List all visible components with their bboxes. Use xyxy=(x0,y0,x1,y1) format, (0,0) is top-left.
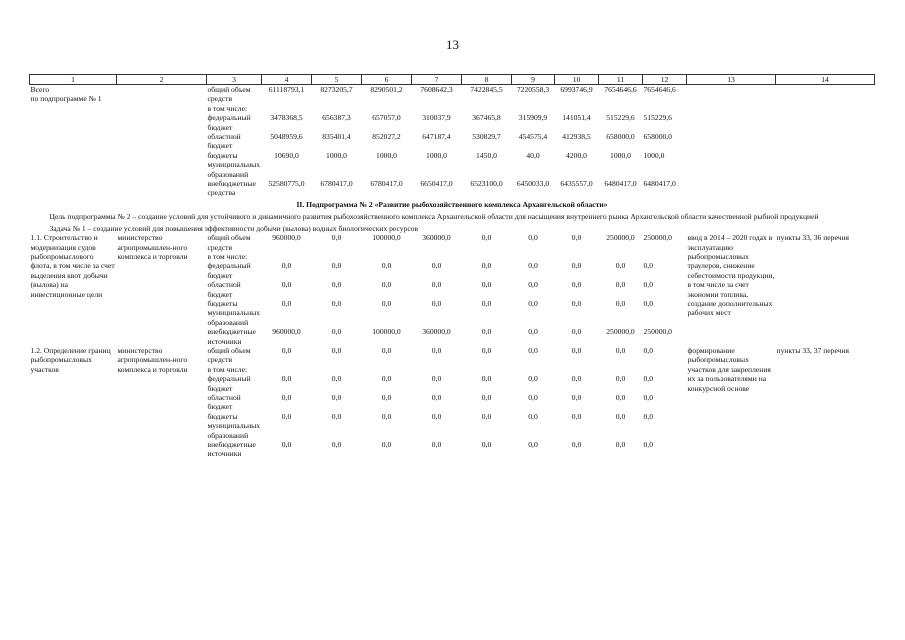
amount-cell: 0,0 xyxy=(481,261,492,271)
amount-cell: 0,0 xyxy=(331,411,342,421)
amount-cell: 0,0 xyxy=(615,440,626,450)
column-number-cell: 13 xyxy=(687,75,776,85)
amount-cell: 367465,8 xyxy=(472,113,501,123)
amount-cell: 0,0 xyxy=(381,298,392,308)
amount-cell: 141051,4 xyxy=(562,113,591,123)
amount-cell xyxy=(262,252,312,261)
amount-cell: 454575,4 xyxy=(518,132,548,142)
amount-cell: 315909,9 xyxy=(518,113,548,123)
amount-cell: 0,0 xyxy=(528,233,538,243)
amount-cell: 7220558,3 xyxy=(516,85,550,94)
amount-cell: 0,0 xyxy=(281,345,292,355)
funding-table xyxy=(29,74,875,459)
amount-cell: 0,0 xyxy=(643,374,653,384)
amount-cell xyxy=(412,365,462,374)
amount-cell xyxy=(412,104,462,113)
amount-cell: 0,0 xyxy=(643,298,653,308)
column-number-cell: 1 xyxy=(30,75,117,85)
column-number-row xyxy=(30,75,875,85)
amount-cell: 7654646,6 xyxy=(604,85,637,94)
measure-name-cell: 1.1. Строительство и модернизация судов рыбопромыслового флота, в том числе за счет выделения квот добычи (вылова) на инвестиционные цели xyxy=(30,233,115,299)
amount-cell xyxy=(262,365,312,374)
amount-cell: 657057,0 xyxy=(372,113,401,123)
amount-cell: 0,0 xyxy=(481,374,492,384)
amount-cell: 6993746,9 xyxy=(560,85,593,94)
amount-cell: 0,0 xyxy=(381,411,392,421)
funding-source-cell: федеральный бюджет xyxy=(207,261,251,280)
funding-source-cell: федеральный бюджет xyxy=(207,374,251,393)
amount-cell: 0,0 xyxy=(331,393,342,402)
amount-cell: 0,0 xyxy=(615,280,626,290)
subprogram-title: II. Подпрограмма № 2 «Развитие рыбохозяйственного комплекса Архангельской области» xyxy=(296,199,608,209)
amount-cell: 250000,0 xyxy=(606,233,635,243)
amount-cell: 1000,0 xyxy=(610,150,631,160)
amount-cell xyxy=(643,365,687,374)
amount-cell: 100000,0 xyxy=(372,327,401,337)
amount-cell: 960000,0 xyxy=(272,327,301,337)
amount-cell: 0,0 xyxy=(281,393,292,402)
amount-cell xyxy=(362,365,412,374)
amount-cell: 0,0 xyxy=(481,233,492,243)
column-number-cell: 5 xyxy=(312,75,362,85)
amount-cell: 7608642,3 xyxy=(420,85,453,94)
funding-source-cell: внебюджетные источники xyxy=(207,327,256,346)
measure-row xyxy=(30,233,875,252)
amount-cell: 0,0 xyxy=(331,327,342,337)
amount-cell: 0,0 xyxy=(431,298,442,308)
amount-cell: 647187,4 xyxy=(422,132,451,142)
funding-source-cell: областной бюджет xyxy=(207,393,241,412)
amount-cell: 6780417,0 xyxy=(370,179,403,189)
amount-cell xyxy=(599,252,643,261)
amount-cell xyxy=(512,104,555,113)
amount-cell: 61118793,1 xyxy=(268,85,305,94)
column-number-cell: 10 xyxy=(555,75,599,85)
column-number-cell: 8 xyxy=(462,75,512,85)
executor-cell: министерство агропромышлен-ного комплекса и торговли xyxy=(117,345,188,374)
amount-cell: 0,0 xyxy=(431,393,442,402)
measure-row xyxy=(30,346,875,365)
amount-cell: 0,0 xyxy=(481,393,492,402)
amount-cell: 0,0 xyxy=(643,440,653,450)
amount-cell: 0,0 xyxy=(528,440,538,450)
measure-name-cell: 1.2. Определение границ рыбопромысловых участков xyxy=(30,345,111,374)
amount-cell: 0,0 xyxy=(643,345,653,355)
amount-cell xyxy=(599,104,643,113)
page-number: 13 xyxy=(446,37,459,52)
amount-cell xyxy=(512,252,555,261)
amount-cell: 656387,3 xyxy=(322,113,351,123)
amount-cell: 0,0 xyxy=(481,345,492,355)
amount-cell xyxy=(555,252,599,261)
funding-source-cell: внебюджетные средства xyxy=(207,179,256,198)
amount-cell: 6450033,0 xyxy=(516,179,550,189)
amount-cell: 0,0 xyxy=(571,393,582,402)
total-title-cell: Всего по подпрограмме № 1 xyxy=(30,85,102,104)
funding-source-cell: областной бюджет xyxy=(207,280,241,299)
funding-source-cell: бюджеты муниципальных образований xyxy=(207,298,261,327)
amount-cell: 4200,0 xyxy=(566,150,587,160)
amount-cell: 0,0 xyxy=(643,261,653,271)
amount-cell: 0,0 xyxy=(615,261,626,271)
amount-cell: 0,0 xyxy=(481,440,492,450)
column-number-cell: 14 xyxy=(776,75,875,85)
result-cell xyxy=(687,85,776,198)
subprogram-title-row xyxy=(30,198,875,209)
link-cell xyxy=(776,85,875,198)
subprogram-goal-row xyxy=(30,209,875,221)
amount-cell xyxy=(362,104,412,113)
amount-cell: 0,0 xyxy=(643,411,653,421)
amount-cell xyxy=(312,252,362,261)
amount-cell: 960000,0 xyxy=(272,233,301,243)
amount-cell: 530829,7 xyxy=(472,132,501,142)
amount-cell: 412938,5 xyxy=(562,132,591,142)
total-row xyxy=(30,85,875,104)
funding-source-cell: внебюджетные источники xyxy=(207,440,256,459)
result-cell: ввод в 2014 – 2020 годах в эксплуатацию рыбопромысловых траулеров, снижение себестоимости продукции, в том числе за счет экономии топлива, создание дополнительных рабочих мест xyxy=(687,233,775,318)
amount-cell: 0,0 xyxy=(571,298,582,308)
amount-cell: 515229,6 xyxy=(606,113,635,123)
amount-cell: 0,0 xyxy=(381,280,392,290)
amount-cell xyxy=(643,104,687,113)
funding-source-cell: общий объем средств xyxy=(207,345,251,365)
amount-cell: 0,0 xyxy=(615,393,626,402)
column-number-cell: 4 xyxy=(262,75,312,85)
amount-cell: 0,0 xyxy=(481,411,492,421)
amount-cell: 0,0 xyxy=(571,233,582,243)
funding-source-cell: бюджеты муниципальных образований xyxy=(207,411,261,440)
amount-cell: 0,0 xyxy=(331,345,342,355)
amount-cell: 250000,0 xyxy=(643,233,672,243)
amount-cell: 0,0 xyxy=(281,440,292,450)
amount-cell: 0,0 xyxy=(281,374,292,384)
task-title: Задача № 1 – создание условий для повышения эффективности добычи (вылова) водных биологических ресурсов xyxy=(49,223,419,233)
amount-cell: 0,0 xyxy=(571,345,582,355)
amount-cell xyxy=(643,252,687,261)
amount-cell: 5048959,6 xyxy=(270,132,303,142)
amount-cell: 0,0 xyxy=(615,374,626,384)
amount-cell: 0,0 xyxy=(331,440,342,450)
amount-cell: 52580775,0 xyxy=(268,179,305,189)
amount-cell: 6523100,0 xyxy=(470,179,503,189)
amount-cell: 3478368,5 xyxy=(270,113,303,123)
amount-cell xyxy=(555,104,599,113)
amount-cell: 0,0 xyxy=(528,261,538,271)
funding-source-cell: в том числе: xyxy=(207,364,248,374)
amount-cell: 658000,0 xyxy=(643,132,672,142)
amount-cell: 0,0 xyxy=(571,327,582,337)
executor-cell: министерство агропромышлен-ного комплекса и торговли xyxy=(117,233,188,261)
amount-cell: 0,0 xyxy=(281,411,292,421)
amount-cell: 1000,0 xyxy=(426,150,447,160)
amount-cell: 0,0 xyxy=(381,261,392,271)
amount-cell: 0,0 xyxy=(431,280,442,290)
amount-cell: 0,0 xyxy=(331,233,342,243)
amount-cell: 658000,0 xyxy=(606,132,635,142)
amount-cell xyxy=(362,252,412,261)
amount-cell: 0,0 xyxy=(331,261,342,271)
amount-cell: 0,0 xyxy=(381,374,392,384)
amount-cell: 0,0 xyxy=(643,280,653,290)
amount-cell xyxy=(312,365,362,374)
amount-cell: 8290501,2 xyxy=(370,85,403,94)
amount-cell: 10690,0 xyxy=(274,150,299,160)
amount-cell: 0,0 xyxy=(528,345,538,355)
amount-cell xyxy=(512,365,555,374)
amount-cell: 360000,0 xyxy=(422,233,451,243)
amount-cell: 0,0 xyxy=(331,280,342,290)
amount-cell: 0,0 xyxy=(571,440,582,450)
amount-cell: 0,0 xyxy=(528,374,538,384)
column-number-cell: 2 xyxy=(117,75,207,85)
amount-cell xyxy=(312,104,362,113)
amount-cell xyxy=(462,252,512,261)
amount-cell: 40,0 xyxy=(526,150,540,160)
amount-cell: 1450,0 xyxy=(476,150,497,160)
funding-source-cell: федеральный бюджет xyxy=(207,113,251,132)
amount-cell: 100000,0 xyxy=(372,233,401,243)
amount-cell: 852027,2 xyxy=(372,132,401,142)
amount-cell: 0,0 xyxy=(281,261,292,271)
amount-cell xyxy=(462,365,512,374)
result-cell: формирование рыбопромысловых участков для закрепления их за пользователями на конкурсной основе xyxy=(687,345,771,393)
link-cell: пункты 33, 37 перечня xyxy=(776,345,850,355)
amount-cell: 0,0 xyxy=(381,440,392,450)
amount-cell: 1000,0 xyxy=(643,150,665,160)
amount-cell: 0,0 xyxy=(281,280,292,290)
funding-source-cell: в том числе: xyxy=(207,103,248,113)
amount-cell: 0,0 xyxy=(331,374,342,384)
amount-cell: 360000,0 xyxy=(422,327,451,337)
amount-cell: 0,0 xyxy=(481,280,492,290)
subprogram-goal: Цель подпрограммы № 2 – создание условий для устойчивого и динамичного развития рыбохозяйственного комплекса Архангельской области для насыщения внутреннего рынка Архангельской области качественной рыбной продукцией xyxy=(49,212,819,222)
amount-cell: 310037,9 xyxy=(422,113,451,123)
amount-cell xyxy=(412,252,462,261)
amount-cell: 0,0 xyxy=(528,298,538,308)
amount-cell xyxy=(555,365,599,374)
funding-source-cell: общий объем средств xyxy=(207,233,251,252)
column-number-cell: 11 xyxy=(599,75,643,85)
amount-cell: 0,0 xyxy=(571,261,582,271)
amount-cell: 7654646,6 xyxy=(643,85,676,94)
amount-cell: 1000,0 xyxy=(376,150,397,160)
amount-cell: 0,0 xyxy=(528,411,538,421)
amount-cell: 0,0 xyxy=(381,393,392,402)
amount-cell: 6435557,0 xyxy=(560,179,593,189)
amount-cell: 0,0 xyxy=(571,280,582,290)
amount-cell xyxy=(599,365,643,374)
amount-cell: 0,0 xyxy=(615,345,626,355)
funding-source-cell: общий объем средств xyxy=(207,85,251,104)
amount-cell: 0,0 xyxy=(281,298,292,308)
amount-cell: 0,0 xyxy=(381,345,392,355)
amount-cell: 6480417,0 xyxy=(604,179,637,189)
column-number-cell: 9 xyxy=(512,75,555,85)
column-number-cell: 3 xyxy=(207,75,262,85)
amount-cell xyxy=(462,104,512,113)
amount-cell: 0,0 xyxy=(528,280,538,290)
amount-cell: 0,0 xyxy=(331,298,342,308)
amount-cell: 0,0 xyxy=(643,393,653,402)
amount-cell: 0,0 xyxy=(571,374,582,384)
amount-cell: 0,0 xyxy=(431,261,442,271)
funding-source-cell: бюджеты муниципальных образований xyxy=(207,150,261,179)
amount-cell: 0,0 xyxy=(481,298,492,308)
amount-cell: 250000,0 xyxy=(606,327,635,337)
amount-cell: 1000,0 xyxy=(326,150,347,160)
amount-cell: 0,0 xyxy=(431,411,442,421)
executor-cell xyxy=(117,85,207,198)
amount-cell: 250000,0 xyxy=(643,327,672,337)
column-number-cell: 12 xyxy=(643,75,687,85)
amount-cell: 0,0 xyxy=(615,411,626,421)
amount-cell: 8273205,7 xyxy=(320,85,353,94)
amount-cell: 0,0 xyxy=(431,374,442,384)
funding-source-cell: в том числе: xyxy=(207,251,248,261)
amount-cell: 835401,4 xyxy=(322,132,351,142)
amount-cell: 6780417,0 xyxy=(320,179,353,189)
amount-cell: 0,0 xyxy=(431,440,442,450)
column-number-cell: 7 xyxy=(412,75,462,85)
column-number-cell: 6 xyxy=(362,75,412,85)
amount-cell: 0,0 xyxy=(528,393,538,402)
amount-cell: 0,0 xyxy=(615,298,626,308)
amount-cell: 6480417,0 xyxy=(643,179,676,189)
amount-cell: 0,0 xyxy=(571,411,582,421)
amount-cell: 0,0 xyxy=(431,345,442,355)
task-title-row xyxy=(30,222,875,233)
amount-cell: 0,0 xyxy=(528,327,538,337)
link-cell: пункты 33, 36 перечня xyxy=(776,233,850,243)
amount-cell: 7422845,5 xyxy=(470,85,503,94)
amount-cell: 0,0 xyxy=(481,327,492,337)
amount-cell: 515229,6 xyxy=(643,113,672,123)
funding-source-cell: областной бюджет xyxy=(207,132,241,151)
amount-cell xyxy=(262,104,312,113)
amount-cell: 6650417,0 xyxy=(420,179,453,189)
